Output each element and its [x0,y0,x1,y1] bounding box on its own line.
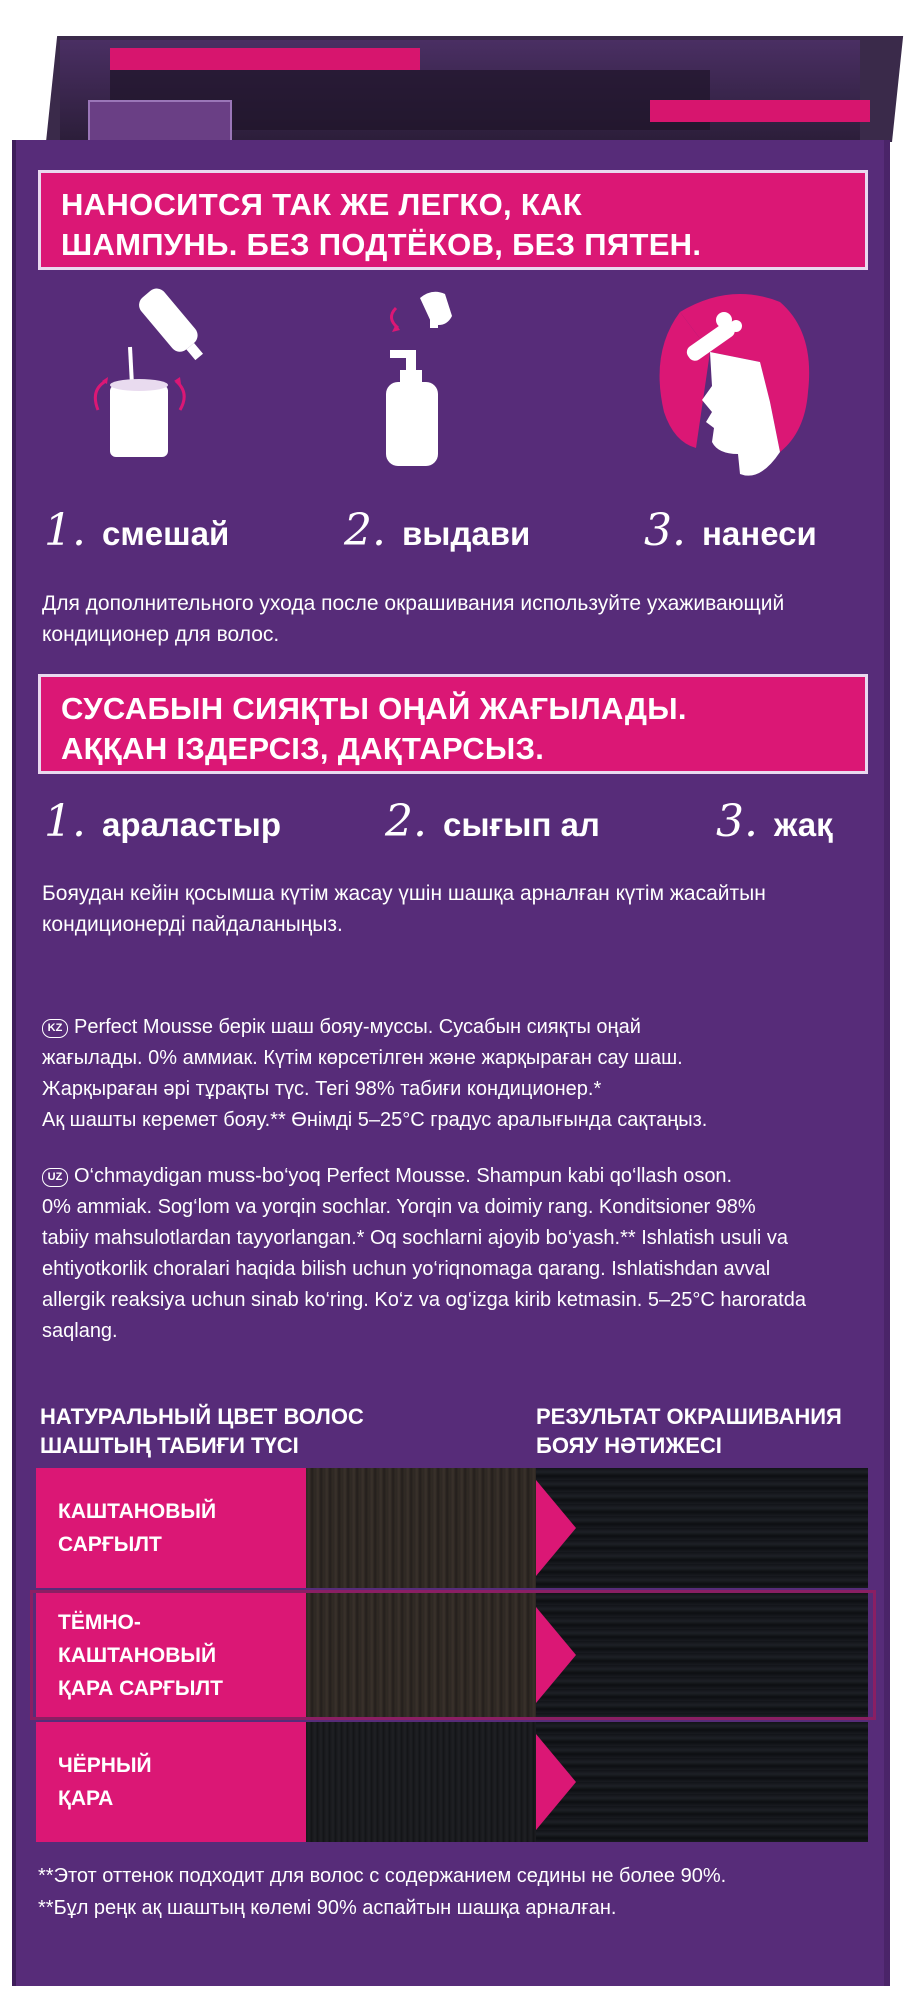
step-kz-2 [385,796,600,847]
step-kz-1 [44,796,281,847]
step-label: жақ [773,806,833,843]
step-ru-3 [644,505,817,556]
footnote-ru: **Этот оттенок подходит для волос с содержанием седины не более 90%. [38,1865,727,1887]
step-number: 2. [385,796,427,847]
row-label-dark-chestnut [36,1593,306,1717]
footnote-kz: **Бұл реңк ақ шаштың көлемі 90% аспайтын шашқа арналған. [38,1897,617,1919]
banner-kz [38,674,868,774]
uz-line-text: O‘chmaydigan muss-bo‘yoq Perfect Mousse. Shampun kabi qo‘llash oson. [74,1165,733,1187]
banner-kz-line: СУСАБЫН СИЯҚТЫ ОҢАЙ ЖАҒЫЛАДЫ. [61,691,687,726]
banner-ru [38,170,868,270]
step-label: нанеси [701,515,817,552]
result-color-swatch [536,1468,868,1588]
row-label-line: ҚАРА [58,1787,114,1810]
step-label: араластыр [101,806,282,843]
uz-description [42,1161,806,1347]
header-natural-line: НАТУРАЛЬНЫЙ ЦВЕТ ВОЛОС [40,1404,364,1429]
header-result-line: РЕЗУЛЬТАТ ОКРАШИВАНИЯ [536,1404,842,1429]
package-lid-thumbnail [88,100,232,144]
result-color-swatch [536,1722,868,1842]
kz-description [42,1012,707,1136]
uz-line: allergik reaksiya uchun sinab ko‘ring. Ko‘z va og‘izga kirib ketmasin. 5–25°C haroratda [42,1289,806,1311]
step-number: 3. [716,796,758,847]
tip-ru-line: Для дополнительного ухода после окрашивания используйте ухаживающий [42,592,785,615]
row-label-line: САРҒЫЛТ [58,1533,162,1556]
row-label-line: ЧЁРНЫЙ [58,1754,152,1777]
header-result-line: БОЯУ НӘТИЖЕСІ [536,1433,722,1458]
row-label-line: ТЁМНО- [58,1610,141,1634]
step-label: сығып ал [442,806,600,843]
arrow-icon [536,1734,576,1830]
tip-ru [42,588,784,650]
natural-color-swatch [306,1593,536,1717]
package-lid-stripe-right [650,100,870,122]
uz-badge: UZ [42,1168,68,1187]
step-ru-2 [344,505,530,556]
row-label-line: КАШТАНОВЫЙ [58,1500,217,1523]
uz-line-1 [42,1161,806,1192]
banner-ru-line: НАНОСИТСЯ ТАК ЖЕ ЛЕГКО, КАК [61,187,582,222]
banner-kz-line: АҚҚАН ІЗДЕРСІЗ, ДАҚТАРСЫЗ. [61,731,545,766]
result-color-swatch [536,1593,868,1717]
tip-kz-line: Бояудан кейін қосымша күтім жасау үшін шашқа арналған күтім жасайтын [42,882,766,905]
kz-badge: KZ [42,1019,68,1038]
natural-color-swatch [306,1468,536,1588]
uz-line: ehtiyotkorlik choralari haqida bilish uchun yo‘riqnomaga qarang. Ishlatishdan avval [42,1258,771,1280]
step-label: смешай [101,515,230,552]
banner-ru-line: ШАМПУНЬ. БЕЗ ПОДТЁКОВ, БЕЗ ПЯТЕН. [61,227,702,262]
tip-ru-line: кондиционер для волос. [42,623,280,646]
uz-line: 0% ammiak. Sog‘lom va yorqin sochlar. Yorqin va doimiy rang. Konditsioner 98% [42,1196,756,1218]
head-apply-icon [640,282,820,482]
step-number: 1. [44,796,86,847]
row-label-line: КАШТАНОВЫЙ [58,1643,217,1667]
kz-line: Жарқыраған әрі тұрақты түс. Тегі 98% табиғи кондиционер.* [42,1078,602,1100]
arrow-icon [536,1480,576,1576]
natural-color-swatch [306,1722,536,1842]
kz-line-1 [42,1012,707,1043]
header-natural-line: ШАШТЫҢ ТАБИҒИ ТҮСІ [40,1433,299,1458]
uz-line: saqlang. [42,1320,118,1342]
tip-kz [42,878,766,940]
step-number: 3. [644,505,686,556]
pump-bottle-icon [370,288,490,468]
header-result-color [536,1402,842,1460]
row-label-chestnut [36,1468,306,1588]
kz-line: Ақ шашты керемет бояу.** Өнімді 5–25°С градус аралығында сақтаңыз. [42,1109,708,1131]
arrow-icon [536,1607,576,1703]
package-lid-stripe [110,48,420,70]
header-natural-color [40,1402,364,1460]
kz-line-text: Perfect Mousse берік шаш бояу-муссы. Сусабын сияқты оңай [74,1016,641,1038]
kz-line: жағылады. 0% аммиак. Күтім көрсетілген және жарқыраған сау шаш. [42,1047,683,1069]
uz-line: tabiiy mahsulotlardan tayyorlangan.* Oq sochlarni ajoyib bo‘yash.** Ishlatish usuli va [42,1227,788,1249]
row-label-black [36,1722,306,1842]
step-kz-3 [716,796,833,847]
step-ru-1 [44,505,229,556]
mix-bottle-icon [80,285,210,460]
step-label: выдави [401,515,531,552]
tip-kz-line: кондиционерді пайдаланыңыз. [42,913,343,936]
step-number: 1. [44,505,86,556]
step-number: 2. [344,505,386,556]
row-label-line: ҚАРА САРҒЫЛТ [58,1676,223,1700]
